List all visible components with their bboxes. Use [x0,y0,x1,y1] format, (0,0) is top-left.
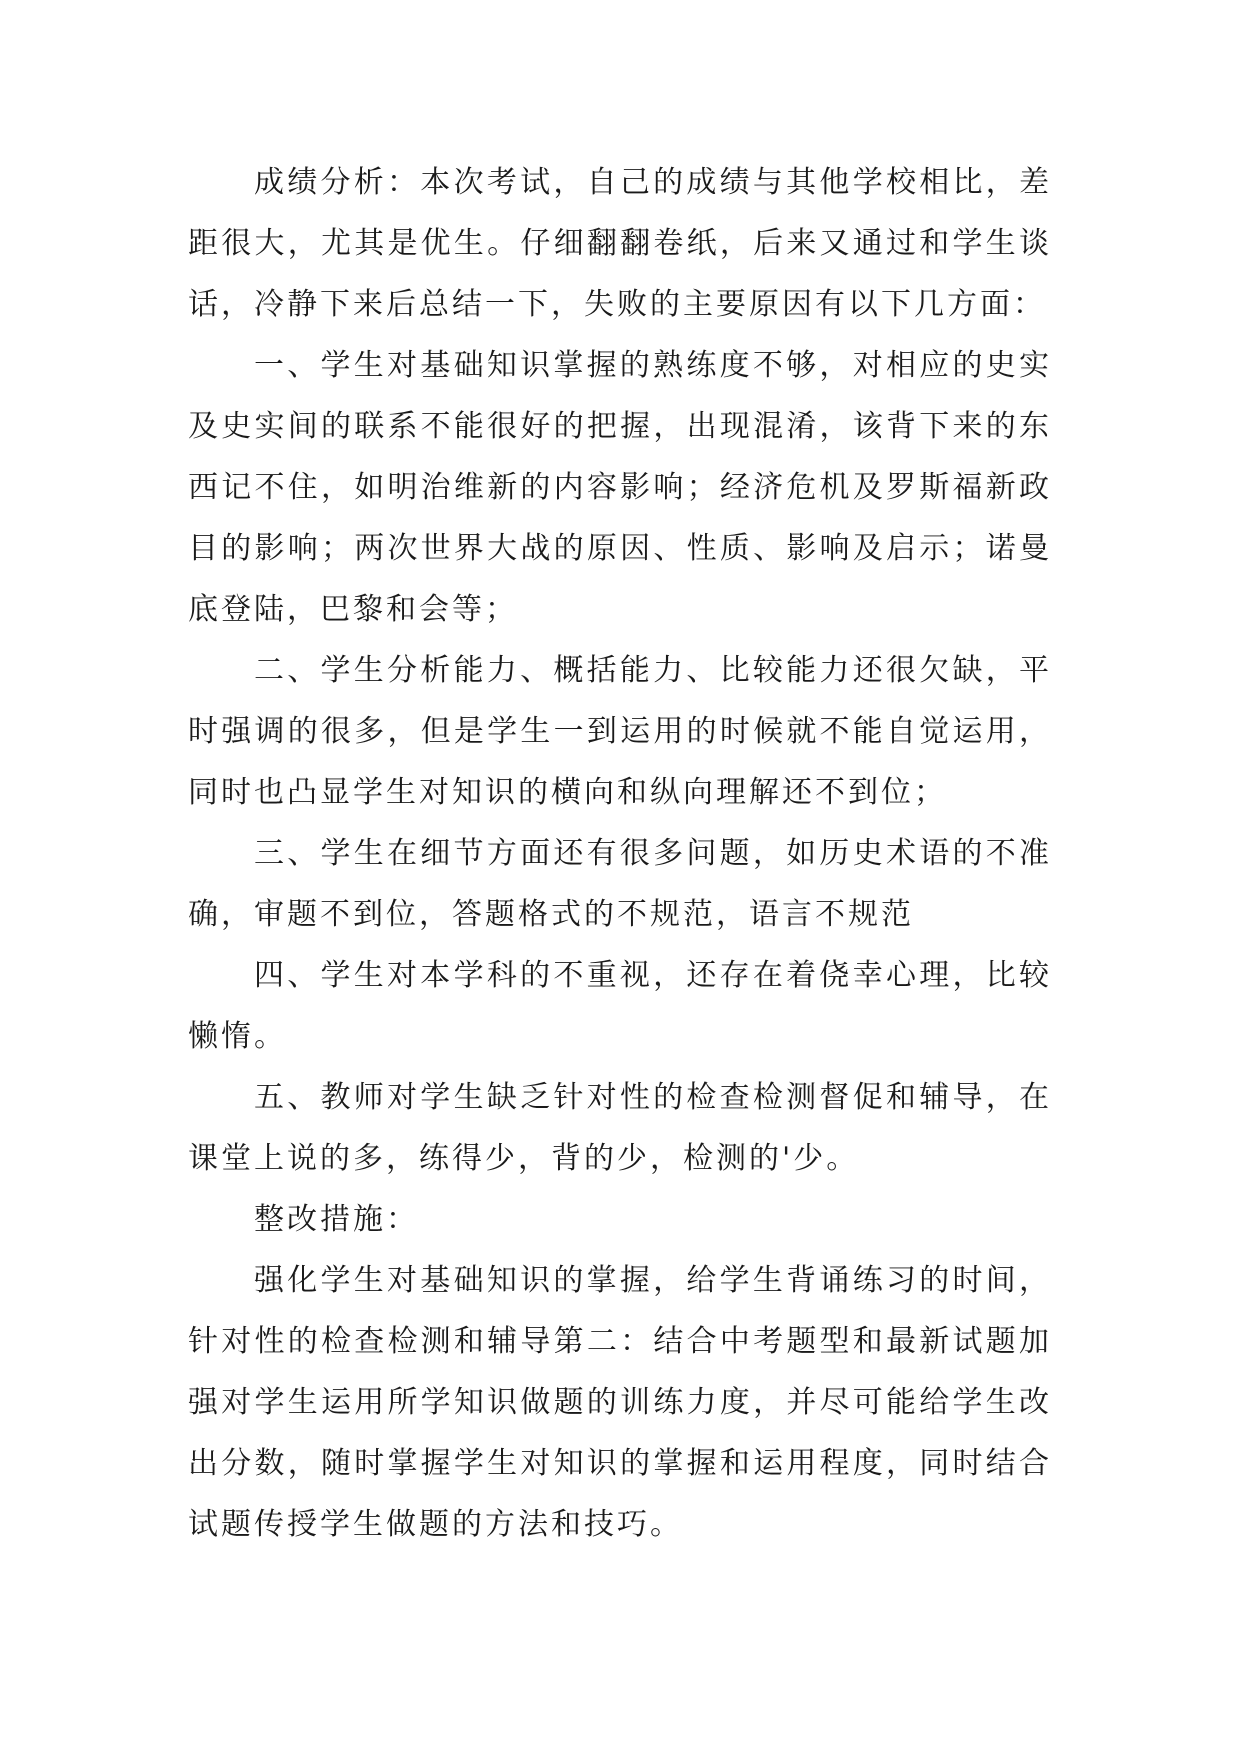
paragraph-reason-four: 四、学生对本学科的不重视，还存在着侥幸心理，比较懒惰。 [188,958,1052,1054]
document-body [188,152,1052,1555]
paragraph-measures-heading: 整改措施： [254,1202,419,1237]
paragraph-reason-three: 三、学生在细节方面还有很多问题，如历史术语的不准确，审题不到位，答题格式的不规范，语言不规范 [188,836,1052,932]
paragraph-score-analysis: 成绩分析：本次考试，自己的成绩与其他学校相比，差距很大，尤其是优生。仔细翻翻卷纸，后来又通过和学生谈话，冷静下来后总结一下，失败的主要原因有以下几方面： [188,165,1052,322]
paragraph-measures-body: 强化学生对基础知识的掌握，给学生背诵练习的时间，针对性的检查检测和辅导第二：结合中考题型和最新试题加强对学生运用所学知识做题的训练力度，并尽可能给学生改出分数，随时掌握学生对知识的掌握和运用程度，同时结合试题传授学生做题的方法和技巧。 [188,1263,1052,1542]
paragraph-reason-one: 一、学生对基础知识掌握的熟练度不够，对相应的史实及史实间的联系不能很好的把握，出现混淆，该背下来的东西记不住，如明治维新的内容影响；经济危机及罗斯福新政目的影响；两次世界大战的原因、性质、影响及启示；诺曼底登陆，巴黎和会等； [188,348,1052,627]
paragraph-reason-two: 二、学生分析能力、概括能力、比较能力还很欠缺，平时强调的很多，但是学生一到运用的时候就不能自觉运用，同时也凸显学生对知识的横向和纵向理解还不到位； [188,653,1052,810]
paragraph-reason-five: 五、教师对学生缺乏针对性的检查检测督促和辅导，在课堂上说的多，练得少，背的少，检测的'少。 [188,1080,1052,1176]
